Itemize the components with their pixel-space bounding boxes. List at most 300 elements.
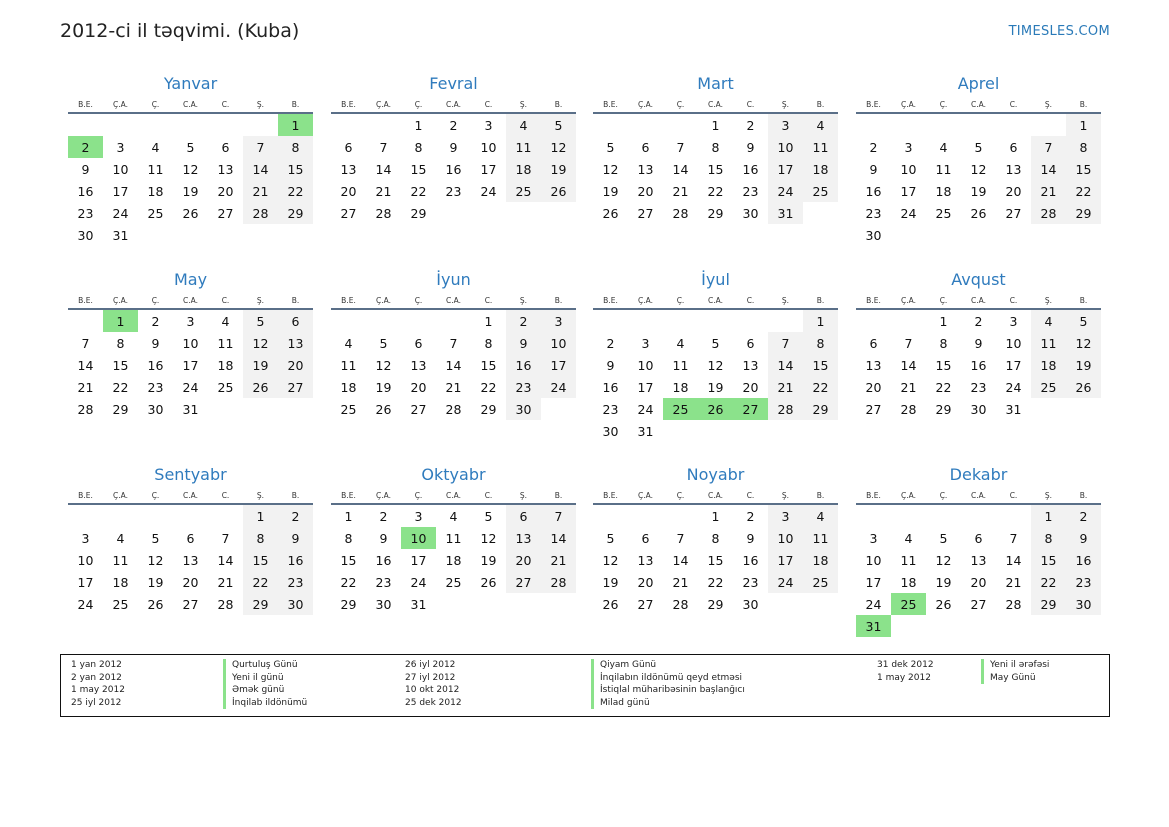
empty-cell (593, 113, 628, 136)
empty-cell (401, 309, 436, 332)
day-cell: 14 (217, 552, 234, 568)
day-cell: 10 (112, 161, 129, 177)
day-cell: 24 (112, 205, 129, 221)
day-cell: 12 (541, 136, 576, 158)
day-cell: 9 (81, 161, 90, 177)
day-cell: 30 (865, 227, 882, 243)
day-cell: 19 (147, 574, 164, 590)
day-cell: 6 (186, 530, 195, 546)
empty-cell (996, 113, 1031, 136)
day-cell: 28 (768, 398, 803, 420)
day-cell: 3 (641, 335, 650, 351)
week-row (593, 504, 838, 527)
day-cell: 20 (340, 183, 357, 199)
holiday-date: 1 may 2012 (877, 672, 931, 683)
weekday-header: C.A. (173, 294, 208, 309)
empty-cell (436, 593, 471, 615)
empty-cell (208, 113, 243, 136)
weekday-header: B.E. (593, 489, 628, 504)
day-cell: 8 (278, 136, 313, 158)
week-row (856, 527, 1101, 549)
day-cell: 24 (900, 205, 917, 221)
day-cell: 2 (379, 508, 388, 524)
weekday-header: C.A. (961, 489, 996, 504)
day-cell: 6 (974, 530, 983, 546)
day-cell: 10 (480, 139, 497, 155)
weekday-header: Ç. (926, 294, 961, 309)
day-cell: 5 (541, 113, 576, 136)
weekday-header: C.A. (698, 294, 733, 309)
day-cell: 25 (1031, 376, 1066, 398)
day-cell: 12 (970, 161, 987, 177)
month-grid (593, 98, 838, 224)
empty-cell (541, 398, 576, 420)
week-row (331, 354, 576, 376)
month-name: Aprel (957, 74, 1000, 93)
legend-name-column (591, 659, 745, 709)
week-row (856, 615, 1101, 637)
empty-cell (663, 113, 698, 136)
weekday-header: C. (996, 98, 1031, 113)
day-cell: 10 (401, 527, 436, 549)
week-row (331, 180, 576, 202)
day-cell: 31 (1005, 401, 1022, 417)
week-row (68, 309, 313, 332)
empty-cell (138, 224, 173, 246)
day-cell: 7 (768, 332, 803, 354)
empty-cell (278, 224, 313, 246)
holiday-date: 31 dek 2012 (877, 660, 934, 670)
weekday-header: C.A. (698, 98, 733, 113)
day-cell: 9 (746, 530, 755, 546)
holiday-name: Əmək günü (223, 684, 307, 697)
day-cell: 26 (970, 205, 987, 221)
empty-cell (208, 398, 243, 420)
empty-cell (891, 113, 926, 136)
weekday-header: Ç. (663, 294, 698, 309)
empty-cell (803, 593, 838, 615)
day-cell: 13 (970, 552, 987, 568)
day-cell: 30 (77, 227, 94, 243)
empty-cell (68, 113, 103, 136)
empty-cell (1031, 615, 1066, 637)
holiday-date: 1 may 2012 (71, 685, 125, 696)
day-cell: 15 (1031, 549, 1066, 571)
day-cell: 28 (672, 596, 689, 612)
day-cell: 1 (711, 508, 720, 524)
day-cell: 28 (243, 202, 278, 224)
month-name: May (173, 270, 208, 289)
day-cell: 3 (186, 313, 195, 329)
empty-cell (506, 593, 541, 615)
day-cell: 26 (541, 180, 576, 202)
day-cell: 25 (803, 180, 838, 202)
day-cell: 9 (506, 332, 541, 354)
day-cell: 5 (1066, 309, 1101, 332)
weekday-header: Ç. (138, 489, 173, 504)
day-cell: 12 (707, 357, 724, 373)
day-cell: 6 (414, 335, 423, 351)
weekday-header: Ş. (768, 98, 803, 113)
day-cell: 22 (1066, 180, 1101, 202)
empty-cell (803, 420, 838, 442)
empty-cell (926, 615, 961, 637)
empty-cell (173, 224, 208, 246)
day-cell: 12 (375, 357, 392, 373)
day-cell: 3 (484, 117, 493, 133)
day-cell: 4 (116, 530, 125, 546)
day-cell: 22 (707, 183, 724, 199)
day-cell: 31 (410, 596, 427, 612)
weekday-header: Ş. (1031, 489, 1066, 504)
day-cell: 21 (900, 379, 917, 395)
day-cell: 12 (182, 161, 199, 177)
day-cell: 27 (970, 596, 987, 612)
day-cell: 29 (1066, 202, 1101, 224)
day-cell: 17 (637, 379, 654, 395)
day-cell: 28 (541, 571, 576, 593)
day-cell: 22 (278, 180, 313, 202)
month-name: Oktyabr (421, 465, 486, 484)
empty-cell (138, 504, 173, 527)
day-cell: 14 (900, 357, 917, 373)
weekday-header: C.A. (173, 98, 208, 113)
day-cell: 6 (641, 530, 650, 546)
day-cell: 4 (449, 508, 458, 524)
day-cell: 5 (606, 139, 615, 155)
week-row (331, 113, 576, 136)
week-row (331, 202, 576, 224)
day-cell: 9 (1066, 527, 1101, 549)
weekday-header: C. (208, 294, 243, 309)
day-cell: 3 (869, 530, 878, 546)
day-cell: 1 (711, 117, 720, 133)
week-row (331, 158, 576, 180)
day-cell: 4 (939, 139, 948, 155)
month-name: Avqust (951, 270, 1006, 289)
day-cell: 12 (1066, 332, 1101, 354)
week-row (856, 202, 1101, 224)
day-cell: 19 (970, 183, 987, 199)
day-cell: 20 (278, 354, 313, 376)
day-cell: 3 (81, 530, 90, 546)
empty-cell (733, 309, 768, 332)
day-cell: 9 (869, 161, 878, 177)
legend-name-column (223, 659, 307, 709)
day-cell: 15 (340, 552, 357, 568)
day-cell: 13 (217, 161, 234, 177)
day-cell: 13 (742, 357, 759, 373)
legend-date-column (405, 659, 462, 709)
day-cell: 11 (935, 161, 952, 177)
day-cell: 29 (243, 593, 278, 615)
day-cell: 31 (637, 423, 654, 439)
week-row (68, 113, 313, 136)
weekday-header: B. (803, 489, 838, 504)
day-cell: 8 (1031, 527, 1066, 549)
day-cell: 15 (935, 357, 952, 373)
weekday-header: Ç.A. (103, 294, 138, 309)
weekday-header: B. (1066, 294, 1101, 309)
month-calendar (856, 270, 1101, 420)
empty-cell (926, 224, 961, 246)
empty-cell (331, 309, 366, 332)
day-cell: 1 (243, 504, 278, 527)
day-cell: 24 (541, 376, 576, 398)
week-row (856, 398, 1101, 420)
month-grid (68, 98, 313, 246)
month-name: İyul (701, 270, 730, 289)
month-calendar (331, 270, 576, 420)
day-cell: 8 (344, 530, 353, 546)
holiday-name: Qurtuluş Günü (223, 659, 307, 672)
day-cell: 10 (77, 552, 94, 568)
day-cell: 21 (768, 376, 803, 398)
day-cell: 4 (151, 139, 160, 155)
day-cell: 23 (147, 379, 164, 395)
day-cell: 8 (803, 332, 838, 354)
day-cell: 4 (676, 335, 685, 351)
day-cell: 9 (151, 335, 160, 351)
weekday-header: Ç. (401, 294, 436, 309)
day-cell: 6 (869, 335, 878, 351)
week-row (856, 571, 1101, 593)
day-cell: 2 (746, 117, 755, 133)
weekday-header: C.A. (436, 98, 471, 113)
day-cell: 9 (379, 530, 388, 546)
weekday-header: Ş. (768, 489, 803, 504)
day-cell: 23 (602, 401, 619, 417)
empty-cell (366, 113, 401, 136)
day-cell: 24 (768, 571, 803, 593)
day-cell: 31 (112, 227, 129, 243)
day-cell: 7 (1031, 136, 1066, 158)
day-cell: 17 (865, 574, 882, 590)
brand-link[interactable]: TIMESLES.COM (1008, 24, 1110, 39)
weekday-header: Ş. (768, 294, 803, 309)
day-cell: 21 (77, 379, 94, 395)
week-row (593, 158, 838, 180)
day-cell: 11 (803, 527, 838, 549)
month-calendar (593, 74, 838, 224)
empty-cell (1031, 398, 1066, 420)
day-cell: 18 (803, 158, 838, 180)
day-cell: 11 (672, 357, 689, 373)
day-cell: 29 (278, 202, 313, 224)
day-cell: 9 (449, 139, 458, 155)
day-cell: 25 (506, 180, 541, 202)
week-row (331, 504, 576, 527)
holiday-date: 2 yan 2012 (71, 672, 122, 683)
day-cell: 28 (672, 205, 689, 221)
empty-cell (926, 504, 961, 527)
day-cell: 11 (340, 357, 357, 373)
empty-cell (733, 420, 768, 442)
day-cell: 17 (768, 549, 803, 571)
empty-cell (996, 224, 1031, 246)
day-cell: 1 (1066, 113, 1101, 136)
weekday-header: B.E. (68, 489, 103, 504)
day-cell: 12 (602, 552, 619, 568)
day-cell: 27 (506, 571, 541, 593)
week-row (68, 224, 313, 246)
day-cell: 1 (278, 113, 313, 136)
week-row (593, 549, 838, 571)
weekday-header: Ç.A. (891, 294, 926, 309)
empty-cell (856, 113, 891, 136)
day-cell: 2 (68, 136, 103, 158)
day-cell: 6 (506, 504, 541, 527)
day-cell: 2 (869, 139, 878, 155)
month-name: Mart (697, 74, 734, 93)
holiday-date: 1 yan 2012 (71, 660, 122, 670)
day-cell: 16 (375, 552, 392, 568)
week-row (593, 376, 838, 398)
day-cell: 11 (112, 552, 129, 568)
empty-cell (996, 504, 1031, 527)
day-cell: 23 (77, 205, 94, 221)
month-name: Sentyabr (154, 465, 227, 484)
day-cell: 13 (410, 357, 427, 373)
week-row (331, 136, 576, 158)
day-cell: 25 (217, 379, 234, 395)
day-cell: 15 (410, 161, 427, 177)
weekday-header: Ç. (138, 294, 173, 309)
day-cell: 23 (375, 574, 392, 590)
day-cell: 11 (506, 136, 541, 158)
week-row (331, 593, 576, 615)
day-cell: 28 (445, 401, 462, 417)
day-cell: 19 (1066, 354, 1101, 376)
day-cell: 28 (375, 205, 392, 221)
empty-cell (243, 398, 278, 420)
day-cell: 14 (77, 357, 94, 373)
empty-cell (856, 309, 891, 332)
week-row (331, 571, 576, 593)
day-cell: 12 (480, 530, 497, 546)
day-cell: 14 (1031, 158, 1066, 180)
empty-cell (138, 113, 173, 136)
day-cell: 15 (1066, 158, 1101, 180)
day-cell: 30 (742, 205, 759, 221)
day-cell: 26 (602, 596, 619, 612)
month-grid (331, 98, 576, 224)
day-cell: 30 (147, 401, 164, 417)
empty-cell (628, 309, 663, 332)
day-cell: 21 (243, 180, 278, 202)
day-cell: 18 (445, 552, 462, 568)
empty-cell (471, 202, 506, 224)
weekday-header: Ç. (663, 489, 698, 504)
day-cell: 10 (1005, 335, 1022, 351)
day-cell: 20 (182, 574, 199, 590)
day-cell: 19 (243, 354, 278, 376)
day-cell: 15 (707, 161, 724, 177)
empty-cell (663, 309, 698, 332)
day-cell: 20 (1005, 183, 1022, 199)
week-row (68, 332, 313, 354)
empty-cell (768, 593, 803, 615)
day-cell: 11 (445, 530, 462, 546)
day-cell: 21 (217, 574, 234, 590)
day-cell: 10 (637, 357, 654, 373)
week-row (856, 376, 1101, 398)
week-row (856, 224, 1101, 246)
day-cell: 2 (449, 117, 458, 133)
week-row (856, 113, 1101, 136)
day-cell: 13 (340, 161, 357, 177)
holiday-date: 25 iyl 2012 (71, 697, 122, 708)
week-row (593, 202, 838, 224)
weekday-header: B. (803, 294, 838, 309)
day-cell: 10 (865, 552, 882, 568)
day-cell: 28 (1031, 202, 1066, 224)
empty-cell (593, 504, 628, 527)
day-cell: 4 (904, 530, 913, 546)
day-cell: 11 (1031, 332, 1066, 354)
empty-cell (768, 309, 803, 332)
day-cell: 8 (116, 335, 125, 351)
day-cell: 9 (746, 139, 755, 155)
day-cell: 23 (742, 574, 759, 590)
day-cell: 14 (768, 354, 803, 376)
week-row (68, 593, 313, 615)
day-cell: 16 (742, 552, 759, 568)
day-cell: 16 (602, 379, 619, 395)
day-cell: 5 (243, 309, 278, 332)
day-cell: 27 (1005, 205, 1022, 221)
week-row (856, 136, 1101, 158)
day-cell: 21 (672, 183, 689, 199)
day-cell: 28 (900, 401, 917, 417)
day-cell: 16 (1066, 549, 1101, 571)
day-cell: 22 (112, 379, 129, 395)
empty-cell (593, 309, 628, 332)
month-calendar (331, 74, 576, 224)
weekday-header: C. (208, 98, 243, 113)
week-row (593, 180, 838, 202)
day-cell: 8 (939, 335, 948, 351)
weekday-header: B. (278, 489, 313, 504)
weekday-header: C.A. (173, 489, 208, 504)
week-row (856, 309, 1101, 332)
day-cell: 27 (637, 205, 654, 221)
day-cell: 25 (935, 205, 952, 221)
day-cell: 22 (480, 379, 497, 395)
day-cell: 23 (865, 205, 882, 221)
day-cell: 20 (217, 183, 234, 199)
holiday-date: 27 iyl 2012 (405, 672, 456, 683)
day-cell: 18 (506, 158, 541, 180)
empty-cell (173, 504, 208, 527)
week-row (856, 332, 1101, 354)
day-cell: 16 (278, 549, 313, 571)
week-row (593, 593, 838, 615)
day-cell: 11 (217, 335, 234, 351)
week-row (593, 136, 838, 158)
day-cell: 15 (707, 552, 724, 568)
day-cell: 5 (606, 530, 615, 546)
day-cell: 12 (935, 552, 952, 568)
day-cell: 9 (974, 335, 983, 351)
day-cell: 17 (1005, 357, 1022, 373)
day-cell: 16 (970, 357, 987, 373)
day-cell: 17 (480, 161, 497, 177)
day-cell: 24 (480, 183, 497, 199)
empty-cell (541, 202, 576, 224)
empty-cell (541, 593, 576, 615)
day-cell: 28 (77, 401, 94, 417)
